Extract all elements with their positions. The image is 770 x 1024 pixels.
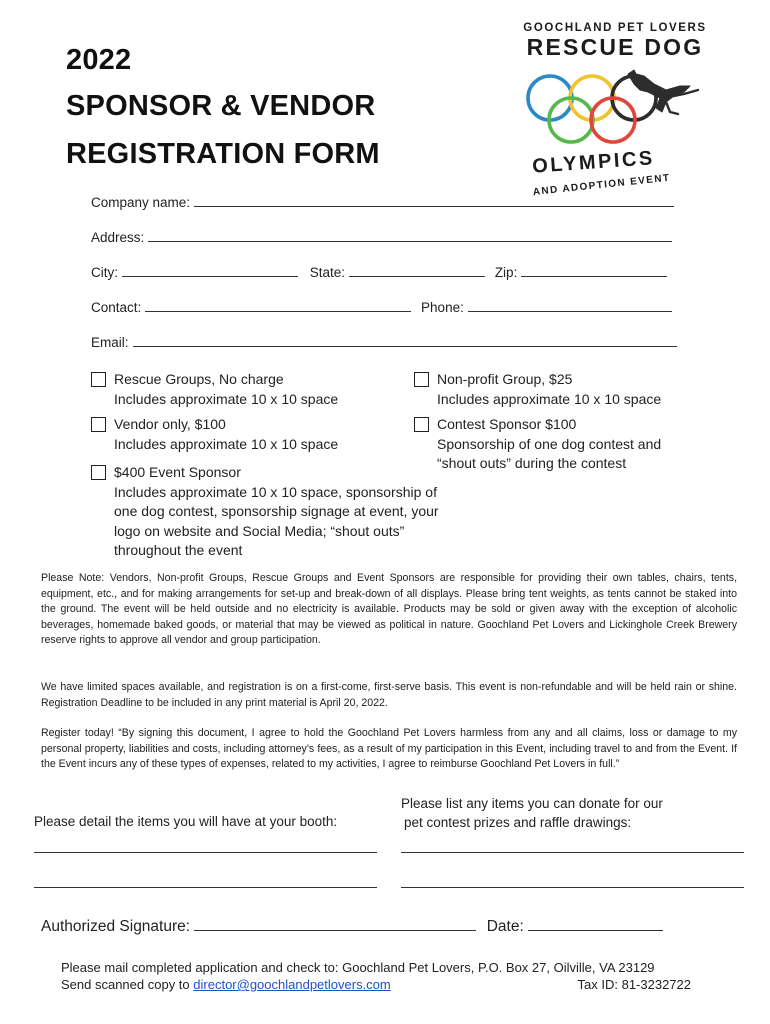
donate-question-line-2: pet contest prizes and raffle drawings: [404, 815, 632, 830]
option-desc: Includes approximate 10 x 10 space [114, 435, 339, 452]
email-line[interactable] [133, 334, 677, 347]
date-label: Date: [486, 918, 524, 935]
footer-scan-row [61, 977, 691, 992]
footer-tax-id: Tax ID: 81-3232722 [577, 977, 691, 992]
city-line[interactable] [122, 264, 298, 277]
logo-olympics: OLYMPICS [531, 147, 656, 178]
option-contest-sponsor[interactable] [437, 415, 699, 474]
contact-phone-row [91, 299, 672, 315]
option-desc: Includes approximate 10 x 10 space [437, 390, 662, 407]
note-paragraph [41, 571, 737, 649]
donate-items-line-1[interactable] [401, 852, 744, 853]
option-title: Vendor only, $100 [114, 416, 226, 432]
dog-icon [628, 70, 698, 114]
option-non-profit[interactable] [437, 370, 737, 409]
contact-line[interactable] [145, 299, 411, 312]
checkbox-vendor-only[interactable] [91, 417, 106, 432]
footer-mail-instructions: Please mail completed application and check to: Goochland Pet Lovers, P.O. Box 27, Oilville, VA 23129 [61, 960, 655, 975]
signature-label: Authorized Signature: [41, 918, 191, 935]
phone-line[interactable] [468, 299, 672, 312]
checkbox-non-profit[interactable] [414, 372, 429, 387]
phone-label: Phone: [421, 300, 464, 315]
option-title: Rescue Groups, No charge [114, 371, 284, 387]
logo-subtitle: AND ADOPTION EVENT [532, 172, 671, 199]
limited-spaces-paragraph: We have limited spaces available, and registration is on a first-come, first-serve basis. This event is non-refundable and will be held rain or shine. Registration Deadline to be included in any print material is April 20, 2022. [41, 681, 737, 709]
option-title: Non-profit Group, $25 [437, 371, 573, 387]
title-year: 2022 [66, 44, 132, 76]
zip-line[interactable] [521, 264, 667, 277]
register-paragraph: Register today! “By signing this document, I agree to hold the Goochland Pet Lovers harmless from any and all claims, loss or damage to my personal property, liabilities and costs, including attorney’s fees, as a result of my participation in this Event, including travel to and from the Event. If the Event incurs any of these types of expenses, related to my activities, I agree to reimburse Goochland Pet Lovers in full.” [41, 727, 737, 771]
option-event-sponsor[interactable] [114, 463, 454, 561]
company-name-field[interactable] [91, 194, 674, 210]
option-desc: Includes approximate 10 x 10 space [114, 390, 339, 407]
option-desc: Sponsorship of one dog contest and “shout outs” during the contest [437, 435, 662, 472]
donate-question [401, 794, 746, 832]
email-field[interactable] [91, 334, 677, 350]
checkbox-rescue-groups[interactable] [91, 372, 106, 387]
olympic-rings-dog-logo [520, 60, 710, 200]
state-line[interactable] [349, 264, 485, 277]
option-title: $400 Event Sponsor [114, 464, 241, 480]
donate-question-line-1: Please list any items you can donate for our [401, 796, 663, 811]
logo-org-name: GOOCHLAND PET LOVERS [523, 22, 707, 34]
address-field[interactable] [91, 229, 672, 245]
address-line[interactable] [148, 229, 672, 242]
note-label: Please Note: [41, 572, 105, 584]
logo-event-name: RESCUE DOG [526, 34, 704, 60]
signature-line[interactable] [194, 917, 476, 931]
checkbox-contest-sponsor[interactable] [414, 417, 429, 432]
contact-label: Contact: [91, 300, 142, 315]
option-rescue-groups[interactable] [114, 370, 454, 409]
title-line-3: REGISTRATION FORM [66, 138, 380, 170]
footer-email-link[interactable]: director@goochlandpetlovers.com [193, 977, 391, 992]
title-line-2: SPONSOR & VENDOR [66, 90, 376, 122]
booth-items-line-2[interactable] [34, 887, 377, 888]
state-label: State: [309, 265, 346, 280]
booth-items-question: Please detail the items you will have at your booth: [34, 814, 338, 829]
checkbox-event-sponsor[interactable] [91, 465, 106, 480]
city-label: City: [91, 265, 118, 280]
company-name-label: Company name: [91, 195, 191, 210]
donate-items-line-2[interactable] [401, 887, 744, 888]
option-title: Contest Sponsor $100 [437, 416, 577, 432]
address-label: Address: [91, 230, 145, 245]
email-label: Email: [91, 335, 129, 350]
signature-row [41, 917, 663, 936]
company-name-line[interactable] [194, 194, 674, 207]
option-vendor-only[interactable] [114, 415, 454, 454]
zip-label: Zip: [494, 265, 518, 280]
note-text: Vendors, Non-profit Groups, Rescue Groups and Event Sponsors are responsible for providing their own tables, chairs, tents, equipment, etc., and for making arrangements for set-up and break-down of all displays. Please bring tent weights, as tents cannot be staked into the ground. The event will be held outside and no electricity is available. Products may be sold or given away with the exception of alcoholic beverages, homemade baked goods, or material that may be viewed as political in nature. Goochland Pet Lovers and Lickinghole Creek Brewery reserve rights to approve all vendor and group participation. [41, 572, 738, 647]
booth-items-line-1[interactable] [34, 852, 377, 853]
option-desc: Includes approximate 10 x 10 space, sponsorship of one dog contest, sponsorship signage at event, your logo on website and Social Media; “shout outs” throughout the event [114, 483, 439, 559]
date-line[interactable] [528, 917, 663, 931]
footer-scan-text: Send scanned copy to [61, 977, 190, 992]
city-state-zip-row [91, 264, 667, 280]
